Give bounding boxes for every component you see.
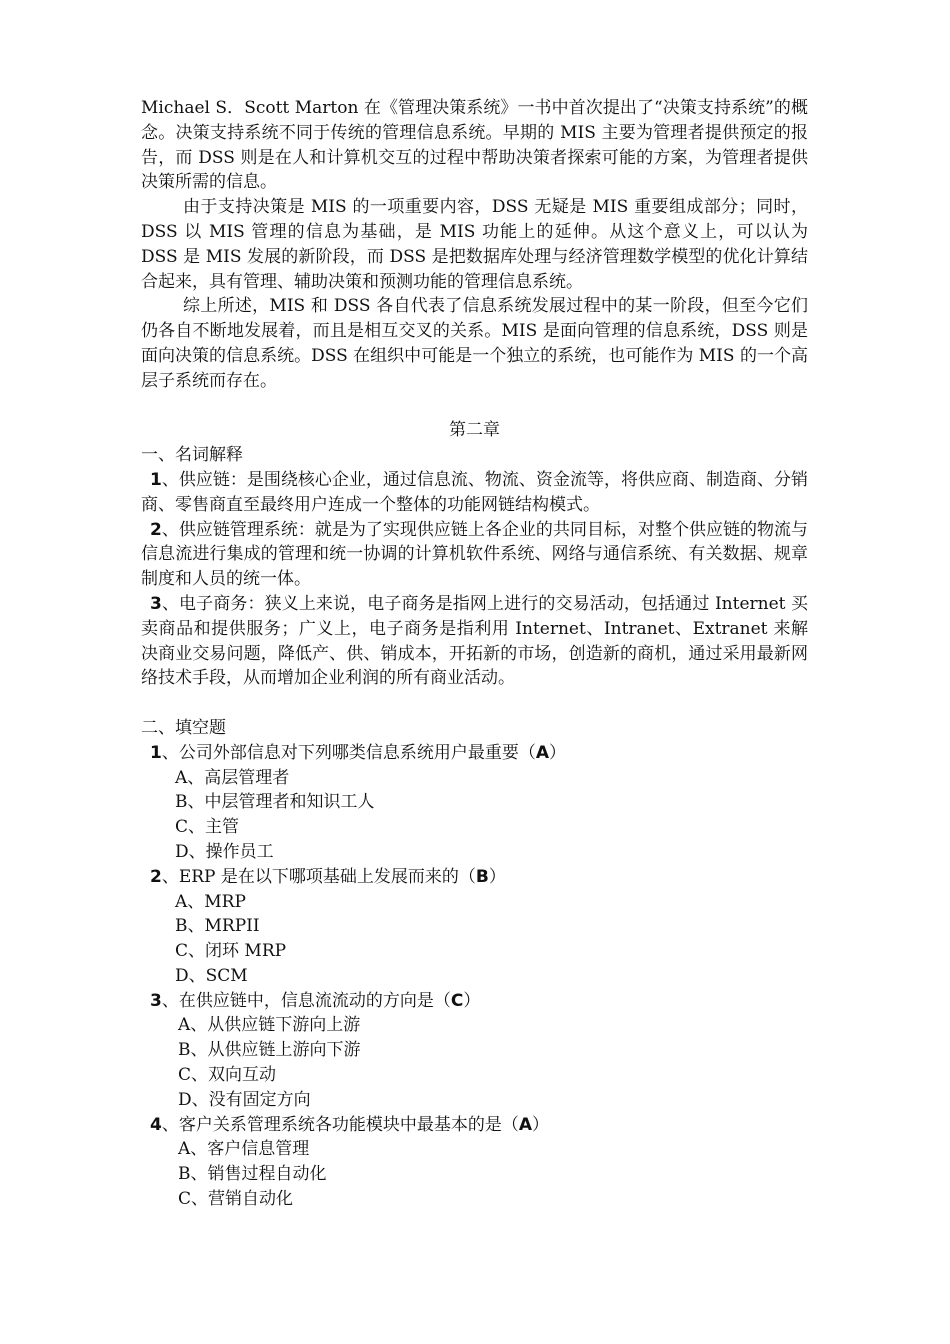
question <box>141 741 808 766</box>
option: D、没有固定方向 <box>178 1089 311 1110</box>
intro-paragraph-1: Michael S．Scott Marton 在《管理决策系统》一书中首次提出了“决策支持系统”的概念。决策支持系统不同于传统的管理信息系统。早期的 MIS 主要为管理者提供预定的报告，而 DSS 则是在人和计算机交互的过程中帮助决策者探索可能的方案，为管理者提供决策所需的信息。 <box>141 98 808 193</box>
term-item <box>141 592 808 691</box>
spacer <box>141 394 808 419</box>
question-number: 2 <box>150 866 162 887</box>
term-text: 、电子商务：狭义上来说，电子商务是指网上进行的交易活动，包括通过 Internet 买卖商品和提供服务；广义上，电子商务是指利用 Internet、Intranet、Extranet 来解决商业交易问题，降低产、供、销成本，开拓新的市场，创造新的商机，通过采用最新网络技术手段，从而增加企业利润的所有商业活动。 <box>141 593 808 689</box>
term-text: 、供应链：是围绕核心企业，通过信息流、物流、资金流等，将供应商、制造商、分销商、零售商直至最终用户连成一个整体的功能网链结构模式。 <box>141 469 808 515</box>
option: A、MRP <box>175 891 246 912</box>
question-text: 、在供应链中，信息流流动的方向是（ <box>161 990 451 1011</box>
option: A、客户信息管理 <box>178 1139 310 1160</box>
question-text: 、客户关系管理系统各功能模块中最基本的是（ <box>161 1114 519 1135</box>
term-number: 1 <box>150 469 162 490</box>
option: C、主管 <box>175 817 240 838</box>
question <box>141 1113 808 1138</box>
question-answer: A <box>518 1114 533 1135</box>
document-page <box>141 96 808 1212</box>
question-answer: A <box>535 742 550 763</box>
question-text: 、公司外部信息对下列哪类信息系统用户最重要（ <box>161 742 536 763</box>
option: B、销售过程自动化 <box>178 1164 327 1185</box>
option: B、从供应链上游向下游 <box>178 1040 361 1061</box>
question-close: ） <box>463 990 481 1011</box>
option: D、操作员工 <box>175 841 274 862</box>
option: D、SCM <box>175 965 248 986</box>
term-item <box>141 468 808 518</box>
spacer <box>141 691 808 716</box>
question-close: ） <box>488 866 506 887</box>
question-close: ） <box>532 1114 550 1135</box>
section-heading-terms: 一、名词解释 <box>141 445 243 466</box>
intro-paragraph-3: 综上所述，MIS 和 DSS 各自代表了信息系统发展过程中的某一阶段，但至今它们仍各自不断地发展着，而且是相互交叉的关系。MIS 是面向管理的信息系统，DSS 则是面向决策的信息系统。DSS 在组织中可能是一个独立的系统，也可能作为 MIS 的一个高层子系统而存在。 <box>141 296 808 391</box>
option: B、中层管理者和知识工人 <box>175 792 375 813</box>
term-text: 、供应链管理系统：就是为了实现供应链上各企业的共同目标，对整个供应链的物流与信息流进行集成的管理和统一协调的计算机软件系统、网络与通信系统、有关数据、规章制度和人员的统一体。 <box>141 519 808 590</box>
option: B、MRPII <box>175 916 260 937</box>
term-item <box>141 518 808 592</box>
section-heading-fill-in: 二、填空题 <box>141 717 226 738</box>
question-close: ） <box>549 742 567 763</box>
question <box>141 989 808 1014</box>
question-number: 3 <box>150 990 162 1011</box>
term-number: 2 <box>150 519 162 540</box>
intro-paragraph-2: 由于支持决策是 MIS 的一项重要内容，DSS 无疑是 MIS 重要组成部分；同时，DSS 以 MIS 管理的信息为基础，是 MIS 功能上的延伸。从这个意义上，可以认为 DSS 是 MIS 发展的新阶段，而 DSS 是把数据库处理与经济管理数学模型的优化计算结合起来，具有管理、辅助决策和预测功能的管理信息系统。 <box>141 197 808 292</box>
option: A、高层管理者 <box>175 767 290 788</box>
option: C、营销自动化 <box>178 1189 294 1210</box>
option: C、闭环 MRP <box>175 941 287 962</box>
option: C、双向互动 <box>178 1065 277 1086</box>
question-number: 4 <box>150 1114 162 1135</box>
question-number: 1 <box>150 742 162 763</box>
question-text: 、ERP 是在以下哪项基础上发展而来的（ <box>161 866 476 887</box>
option: A、从供应链下游向上游 <box>178 1015 361 1036</box>
chapter-title: 第二章 <box>449 420 500 441</box>
term-number: 3 <box>150 593 162 614</box>
question-answer: B <box>475 866 489 887</box>
question-answer: C <box>450 990 464 1011</box>
question <box>141 865 808 890</box>
